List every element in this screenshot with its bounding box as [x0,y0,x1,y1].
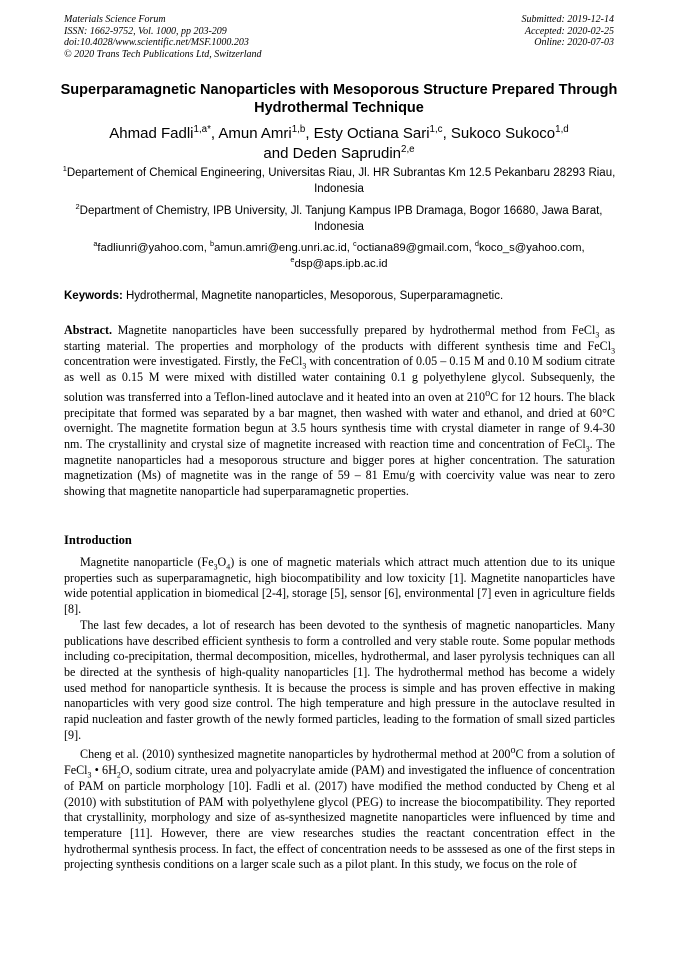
paragraph: The last few decades, a lot of research has been devoted to the synthesis of magnetic nanoparticles. Many publications have described efficient synthesis to form a controlled and very stable route. Some popular methods including co-precipitation, thermal decomposition, micelles, hydrothermal, and laser pyrolysis techniques can all be directed at the synthesis of high-quality nanoparticles [1]. The hydrothermal method has become a widely used method for nanoparticle synthesis. It is because the process is simple and has proven effective in making nanoparticles with very good size control. The high temperature and high pressure in the autoclave resulted in rapid nucleation and faster growth of the newly formed particles, leading to the formation of small sized particles [9]. [64,617,615,742]
email-sup: c [353,239,357,249]
author-list: Ahmad Fadli$^{1,a*}$, Amun Amri$^{1,b}$, Esty Octiana Sari$^{1,c}$, Sukoco Sukoco$^{1,d}$ and Deden Saprudin$^{2,e}$ [109,124,569,162]
paragraph-text: • 6H [91,763,117,778]
keywords [64,289,616,304]
journal-issn: ISSN: 1662-9752, Vol. 1000, pp 203-209 [64,25,227,37]
paragraph [64,555,615,618]
affiliation-text: Departement of Chemical Engineering, Universitas Riau, Jl. HR Subrantas Km 12.5 Pekanbaru 28293 Riau, Indonesia [66,167,616,195]
abstract-text: . The magnetite nanoparticles had a mesoporous structure and bigger pores at higher concentration. The saturation magnetization (Ms) of magnetite was in the range of 59 – 81 Emu/g with coercivity value was near to zero showing that magnetite nanoparticle had superparamagnetic properties. [64,436,615,499]
email-sup: b [210,239,215,249]
abstract-text: C for 12 hours. The black precipitate that formed was separated by a bar magnet, then washed with water and ethanol, and dried at 60°C overnight. The magnetite formation begun at 3.5 hours synthesis time with crystal diameter in range of 9.4-30 nm. The crystallinity and crystal size of magnetite increased with reaction time and concentration of FeCl [64,389,615,451]
paragraph-text: Cheng et al. (2010) synthesized magnetite nanoparticles by hydrothermal method at 200 [80,747,511,762]
introduction-body [64,555,615,873]
paragraph-text: C from a solution of FeCl [64,747,615,778]
accepted-date: Accepted: 2020-02-25 [524,25,614,37]
subscript: 3 [302,361,307,371]
paragraph [64,743,615,873]
paragraph-text: O [217,555,227,569]
affiliation-2 [60,203,618,235]
email-link[interactable]: koco_s@yahoo.com [478,242,582,254]
abstract-label: Abstract. [64,323,113,337]
author-sup: 1,d [555,124,569,135]
journal-header-right [522,14,615,49]
email-list: $^a$fadliunri@yahoo.com, $^b$amun.amri@eng.unri.ac.id, $^c$octiana89@gmail.com, $^d$koco_s@yahoo.com, $^e$dsp@aps.ipb.ac.id [93,239,585,270]
abstract-text: Magnetite nanoparticles have been successfully prepared by hydrothermal method from FeCl [112,323,596,337]
author-sup: 2,e [401,144,415,155]
journal-name: Materials Science Forum [64,14,166,25]
affiliation-sup: 2 [75,202,80,212]
submitted-date: Submitted: 2019-12-14 [521,14,614,25]
paragraph-text: O, sodium citrate, urea and polyacrylate amide (PAM) and investigated the influence of concentration of PAM on particle morphology [10]. Fadli et al. (2017) have modified the method conducted by Cheng et al (2010) with substitution of PAM with polyethylene glycol (PEG) to increase the biocompatibility. They reported that crystallinity, morphology and size of as-synthesized magnetite nanoparticles were influenced by time and temperature [11]. However, there are view researches studies the reactant concentration effect in the hydrothermal synthesis process. In fact, the effect of concentration needs to be asssesed as one of the first steps in projecting synthesis conditions on a larger scale such as a pilot plant. In this study, we focus on the role of [64,763,615,872]
superscript: o [485,387,491,399]
subscript: 3 [213,562,218,572]
email-sup: d [474,239,479,249]
subscript: 4 [226,562,231,572]
subscript: 3 [87,770,92,780]
subscript: 3 [611,346,615,356]
author-sup: 1,a* [193,124,211,135]
author-sup: 1,b [291,124,306,135]
subscript: 3 [585,444,590,454]
abstract-text: with concentration of 0.05 – 0.15 M and 0.10 M sodium citrate as well as 0.15 M were mixed with distilled water containing 0.1 g polyethylene glycol. Subsequenly, the solution was transferred into a Teflon-lined autoclave and it heated into an oven at 210 [64,354,615,404]
affiliation-text: Department of Chemistry, IPB University, Jl. Tanjung Kampus IPB Dramaga, Bogor 16680, Jawa Barat, Indonesia [79,205,603,233]
author-name: Sukoco Sukoco [450,125,556,142]
subscript: 3 [595,330,600,340]
author-sup: 1,c [429,124,443,135]
abstract-text: concentration were investigated. Firstly, the FeCl [64,354,303,369]
superscript: o [510,745,516,757]
paper-title: Superparamagnetic Nanoparticles with Mesoporous Structure Prepared Through Hydrothermal Technique [60,82,618,116]
journal-header-left [64,14,262,60]
journal-doi: doi:10.4028/www.scientific.net/MSF.1000.203 [64,37,249,48]
email-sup: a [93,239,98,249]
paragraph-text: ) is one of magnetic materials which attract much attention due to its unique properties such as superparamagnetic, high biocompatibility and low toxicity [1]. Magnetite nanoparticles have wide potential application in biomedical [2-4], storage [5], sensor [6], environmental [7] even in agriculture fields [8]. [64,555,615,617]
journal-copyright: © 2020 Trans Tech Publications Ltd, Switzerland [64,48,262,60]
author-name: Amun Amri [218,125,292,142]
subscript: 2 [116,770,121,780]
email-link[interactable]: fadliunri@yahoo.com [97,242,204,254]
section-heading-introduction: Introduction [64,533,132,547]
affiliation-sup: 1 [62,164,67,174]
author-name: Ahmad Fadli [109,125,194,142]
keywords-label: Keywords: [64,290,123,302]
email-link[interactable]: amun.amri@eng.unri.ac.id [214,242,347,254]
email-link[interactable]: octiana89@gmail.com [356,242,469,254]
email-link[interactable]: dsp@aps.ipb.ac.id [294,258,388,270]
online-date: Online: 2020-07-03 [534,37,614,48]
author-name: Deden Saprudin [292,145,402,162]
keywords-text: Hydrothermal, Magnetite nanoparticles, Mesoporous, Superparamagnetic. [122,290,504,302]
abstract-text: as starting material. The properties and morphology of the products with different synthesis time and FeCl [64,323,615,353]
author-name: Esty Octiana Sari [313,125,430,142]
abstract [64,323,615,500]
email-sup: e [290,255,295,265]
paragraph-text: Magnetite nanoparticle (Fe [80,555,214,569]
affiliation-1 [60,165,618,197]
